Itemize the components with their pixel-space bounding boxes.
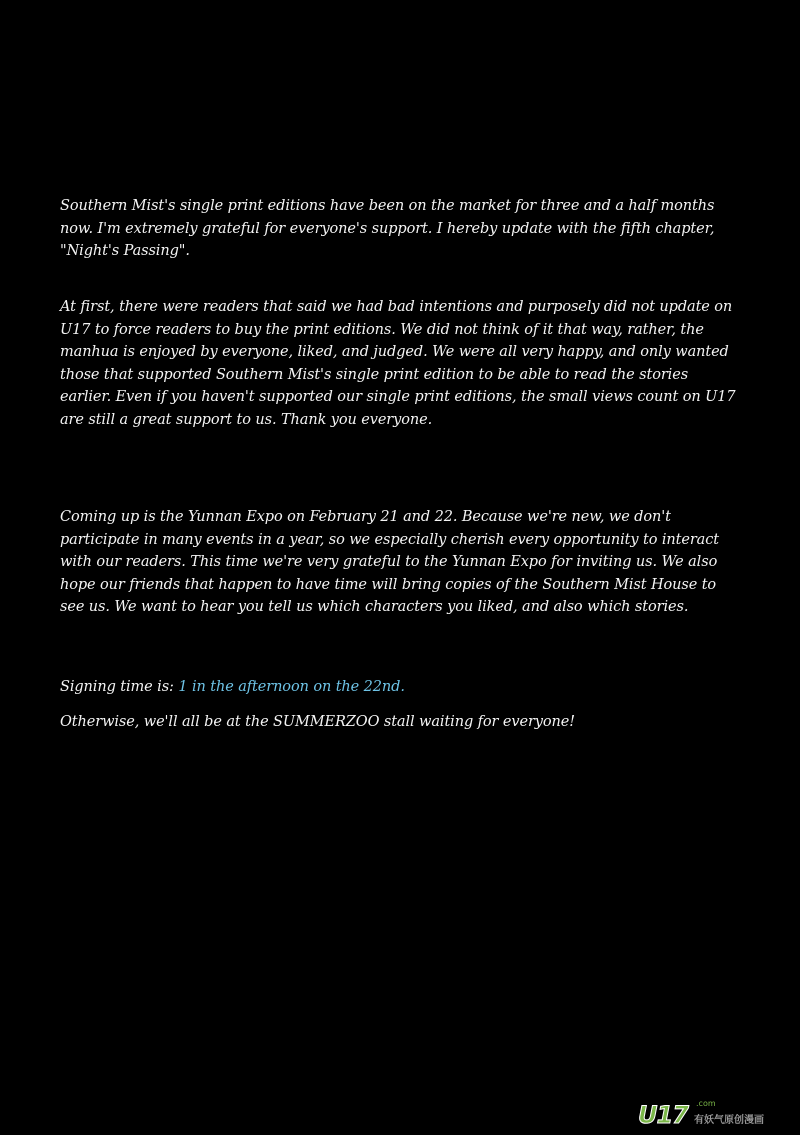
paragraph-yunnan-expo: Coming up is the Yunnan Expo on February 21 and 22. Because we're new, we don't participate in many events in a year, so we especially cherish every opportunity to interact with our readers. This time we're very grateful to the Yunnan Expo for inviting us. We also hope our friends that happen to have time will bring copies of the Southern Mist House to see us. We want to hear you tell us which characters you liked, and also which stories. — [60, 509, 719, 615]
paragraph-signing-time — [60, 676, 740, 699]
u17-subtitle: 有妖气原创漫画 — [694, 1115, 764, 1126]
paragraph-readers-support: At first, there were readers that said we had bad intentions and purposely did not update on U17 to force readers to buy the print editions. We did not think of it that way, rather, the manhua is enjoyed by everyone, liked, and judged. We were all very happy, and only wanted those that supported Southern Mist's single print edition to be able to read the stories earlier. Even if you haven't supported our single print editions, the small views count on U17 are still a great support to us. Thank you everyone. — [60, 299, 736, 428]
paragraph-print-editions: Southern Mist's single print editions have been on the market for three and a half months now. I'm extremely grateful for everyone's support. I hereby update with the fifth chapter, "Night's Passing". — [60, 198, 715, 259]
paragraph-summerzoo-stall: Otherwise, we'll all be at the SUMMERZOO stall waiting for everyone! — [60, 714, 575, 730]
u17-logo: U17 — [638, 1101, 688, 1129]
signing-time-value: 1 in the afternoon on the 22nd. — [178, 679, 405, 695]
signing-time-label: Signing time is: — [60, 679, 179, 695]
u17-domain: .com — [696, 1099, 716, 1108]
u17-watermark — [638, 1099, 788, 1129]
